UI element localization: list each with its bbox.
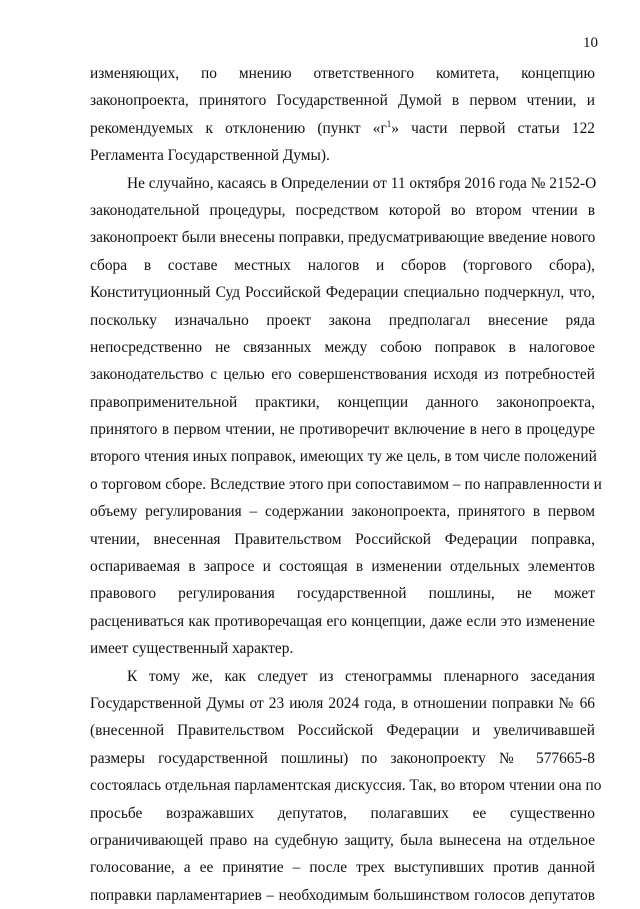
text-line: (внесенной Правительством Российской Федерации и увеличивавшей bbox=[90, 722, 595, 740]
text-line: о торговом сборе. Вследствие этого при сопоставимом – по направленности и bbox=[90, 475, 602, 493]
text-line: законодательной процедуры, посредством которой во втором чтении в bbox=[90, 201, 595, 219]
text-segment: рекомендуемых к отклонению (пункт «г bbox=[90, 119, 387, 137]
text-line: непосредственно не связанных между собою поправок в налоговое bbox=[90, 338, 595, 356]
text-line: Не случайно, касаясь в Определении от 11 октября 2016 года № 2152-О bbox=[127, 174, 597, 192]
superscript: 1 bbox=[386, 118, 392, 129]
text-line: поправки парламентариев – необходимым большинством голосов депутатов bbox=[90, 886, 595, 904]
text-line: Регламента Государственной Думы). bbox=[90, 147, 330, 165]
page-number: 10 bbox=[583, 35, 598, 51]
text-line: второго чтения иных поправок, имеющих ту же цель, в том числе положений bbox=[90, 448, 597, 466]
text-line: сбора в составе местных налогов и сборов (торгового сбора), bbox=[90, 256, 595, 274]
text-line: Конституционный Суд Российской Федерации специально подчеркнул, что, bbox=[90, 284, 595, 302]
text-line: голосование, а ее принятие – после трех выступивших против данной bbox=[90, 859, 595, 877]
body-text bbox=[90, 60, 602, 909]
text-line: чтении, внесенная Правительством Российской Федерации поправка, bbox=[90, 530, 595, 548]
text-line: правового регулирования государственной пошлины, не может bbox=[90, 585, 595, 603]
text-line: законодательство с целью его совершенствования исходя из потребностей bbox=[90, 366, 595, 384]
paragraph-2 bbox=[90, 170, 602, 663]
text-line: просьбе возражавших депутатов, полагавших ее существенно bbox=[90, 804, 595, 822]
text-line: изменяющих, по мнению ответственного комитета, концепцию bbox=[90, 65, 595, 82]
text-line: законопроект были внесены поправки, предусматривающие введение нового bbox=[90, 229, 596, 247]
text-line: ограничивающей право на судебную защиту, была вынесена на отдельное bbox=[90, 831, 595, 849]
text-line: правоприменительной практики, концепции данного законопроекта, bbox=[90, 393, 595, 411]
text-line: размеры государственной пошлины) по законопроекту № 577665-8 bbox=[90, 749, 595, 767]
text-line bbox=[90, 115, 595, 142]
text-line: оспариваемая в запросе и состоящая в изменении отдельных элементов bbox=[90, 558, 595, 576]
text-line: объему регулирования – содержании законопроекта, принятого в первом bbox=[90, 503, 595, 521]
text-line: состоялась отдельная парламентская дискуссия. Так, во втором чтении она по bbox=[90, 777, 602, 795]
text-line: законопроекта, принятого Государственной Думой в первом чтении, и bbox=[90, 92, 595, 110]
paragraph-3 bbox=[90, 663, 602, 909]
text-line: поскольку изначально проект закона предполагал внесение ряда bbox=[90, 311, 595, 329]
text-line: принятого в первом чтении, не противоречит включение в него в процедуре bbox=[90, 421, 595, 439]
text-line: имеет существенный характер. bbox=[90, 640, 294, 658]
paragraph-1 bbox=[90, 60, 595, 170]
text-line: расцениваться как противоречащая его концепции, даже если это изменение bbox=[90, 612, 595, 630]
text-line: К тому же, как следует из стенограммы пленарного заседания bbox=[127, 667, 595, 685]
text-segment: » части первой статьи 122 bbox=[391, 119, 595, 137]
text-line: Государственной Думы от 23 июля 2024 года, в отношении поправки № 66 bbox=[90, 694, 595, 712]
